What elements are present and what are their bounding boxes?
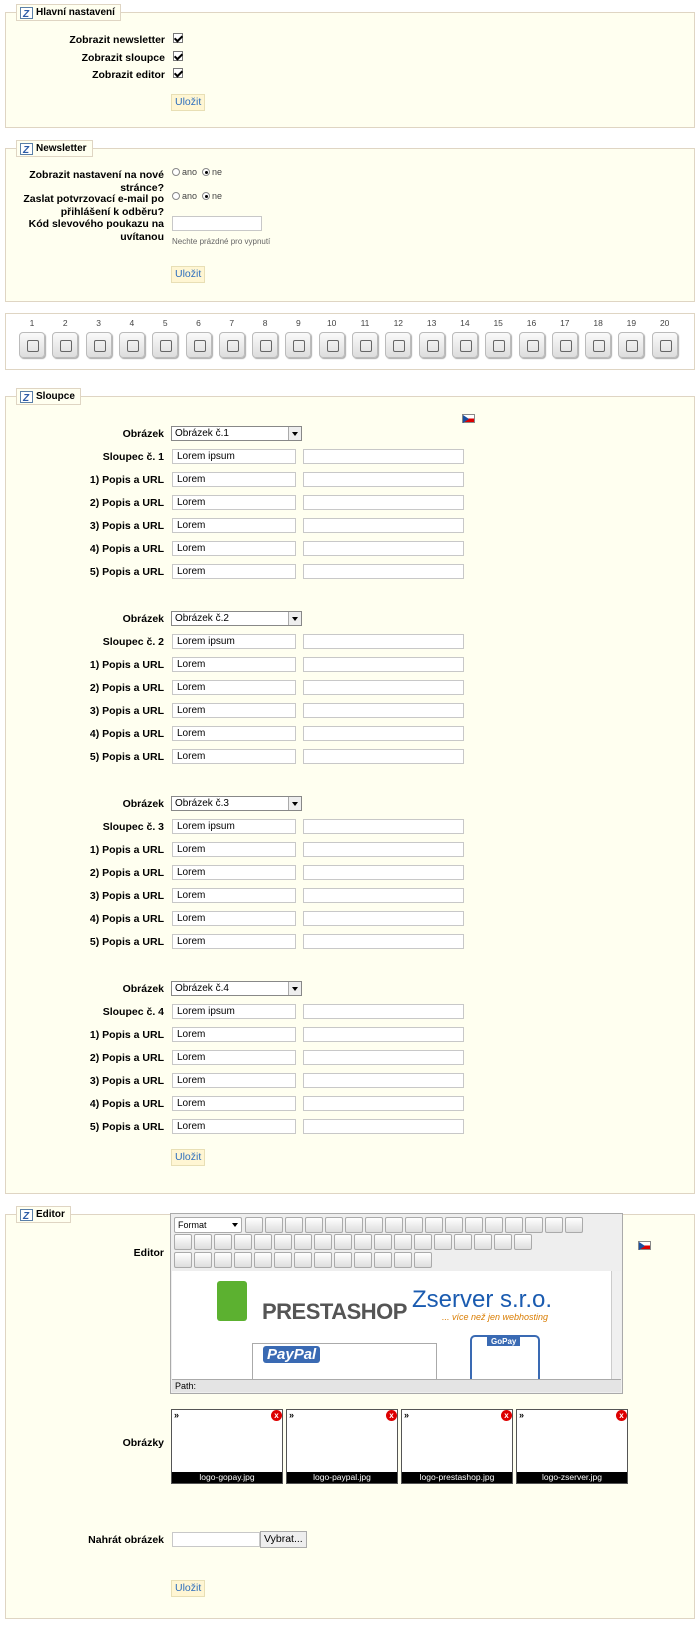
icon-option-1[interactable] — [18, 317, 46, 358]
label-line: stránce? — [120, 182, 164, 194]
voucher-code-label — [6, 218, 164, 244]
link-label: 2) Popis a URL — [89, 497, 164, 509]
icon-option-20-icon — [652, 332, 678, 358]
image-label: Obrázek — [122, 428, 164, 440]
radio-yes-label: ano — [182, 191, 198, 201]
eraser-icon[interactable] — [434, 1234, 452, 1250]
images-label: Obrázky — [122, 1437, 164, 1449]
editor-content[interactable] — [172, 1271, 613, 1380]
icon-option-17-icon — [552, 332, 578, 358]
insert-icon[interactable]: » — [289, 1410, 295, 1420]
image-filename: logo-zserver.jpg — [517, 1472, 627, 1483]
link-description-input[interactable]: Lorem — [172, 472, 296, 487]
icon-option-19[interactable] — [617, 317, 645, 358]
paste-word-icon[interactable] — [254, 1234, 272, 1250]
table-prop-icon[interactable] — [374, 1252, 392, 1268]
icon-number: 13 — [426, 318, 437, 328]
icon-option-18-icon — [585, 332, 611, 358]
icon-option-12-icon — [385, 332, 411, 358]
column-title-label: Sloupec č. 2 — [102, 636, 164, 648]
icon-number: 1 — [29, 318, 35, 328]
z-icon — [20, 143, 33, 155]
rowa-icon[interactable] — [274, 1252, 292, 1268]
link-url-input[interactable] — [303, 888, 464, 903]
icon-option-15-icon — [485, 332, 511, 358]
icon-option-10-icon — [319, 332, 345, 358]
special-char-icon[interactable] — [474, 1234, 492, 1250]
block-icon[interactable] — [194, 1252, 212, 1268]
icon-number: 17 — [560, 318, 570, 328]
indent-icon[interactable] — [214, 1252, 232, 1268]
icon-number: 11 — [360, 318, 370, 328]
link-label: 5) Popis a URL — [89, 566, 164, 578]
radio-no[interactable] — [202, 168, 210, 176]
link-label: 2) Popis a URL — [89, 1052, 164, 1064]
source-icon[interactable] — [514, 1234, 532, 1250]
rowb-icon[interactable] — [254, 1252, 272, 1268]
column-url-input[interactable] — [303, 819, 464, 834]
icon-number: 3 — [96, 318, 101, 328]
show-editor-checkbox[interactable] — [173, 68, 183, 78]
link-label: 5) Popis a URL — [89, 936, 164, 948]
cell-icon[interactable] — [294, 1252, 312, 1268]
del-icon[interactable] — [394, 1252, 412, 1268]
delete-icon[interactable]: x — [386, 1410, 397, 1421]
link-description-input[interactable]: Lorem — [172, 726, 296, 741]
zserver-logo-text: Zserver s.r.o. — [412, 1286, 553, 1313]
main-settings-save-button[interactable]: Uložit — [171, 94, 205, 111]
show-editor-label: Zobrazit editor — [92, 69, 165, 81]
icon-option-16[interactable] — [518, 317, 546, 358]
link-description-input[interactable]: Lorem — [172, 888, 296, 903]
underline-icon[interactable] — [285, 1217, 303, 1233]
insert-icon[interactable] — [414, 1252, 432, 1268]
insert-icon[interactable]: » — [519, 1410, 525, 1420]
icon-option-3[interactable] — [85, 317, 113, 358]
icon-number: 10 — [326, 318, 337, 328]
icon-selector-bar — [5, 313, 695, 370]
image-thumbnail[interactable] — [286, 1409, 398, 1484]
link-label: 3) Popis a URL — [89, 520, 164, 532]
link-description-input[interactable]: Lorem — [172, 1050, 296, 1065]
newsletter-show-label — [6, 169, 164, 195]
icon-number: 5 — [162, 318, 168, 328]
icon-number: 14 — [460, 318, 470, 328]
icon-option-13-icon — [419, 332, 445, 358]
link-description-input[interactable]: Lorem — [172, 865, 296, 880]
image-filename: logo-prestashop.jpg — [402, 1472, 512, 1483]
format-label: Format — [178, 1220, 207, 1230]
bold-icon[interactable] — [245, 1217, 263, 1233]
link-description-input[interactable]: Lorem — [172, 518, 296, 533]
paste-icon[interactable] — [214, 1234, 232, 1250]
newsletter-confirm-label — [6, 193, 164, 219]
link-description-input[interactable]: Lorem — [172, 657, 296, 672]
icon-option-2-icon — [52, 332, 78, 358]
outdent-icon[interactable] — [234, 1252, 252, 1268]
column-title-label: Sloupec č. 4 — [102, 1006, 164, 1018]
newsletter-panel — [5, 143, 695, 302]
icon-option-2[interactable] — [51, 317, 79, 358]
newsletter-legend — [16, 140, 93, 157]
z-icon — [20, 7, 33, 19]
link-description-input[interactable]: Lorem — [172, 1073, 296, 1088]
main-settings-legend — [16, 4, 121, 21]
image-select[interactable] — [171, 796, 302, 811]
icon-option-12[interactable] — [384, 317, 412, 358]
link-url-input[interactable] — [303, 541, 464, 556]
link-description-input[interactable]: Lorem — [172, 842, 296, 857]
copy-icon[interactable] — [194, 1234, 212, 1250]
paypal-logo-text: PayPal — [263, 1346, 320, 1363]
insert-icon[interactable]: » — [174, 1410, 180, 1420]
format-dropdown[interactable] — [174, 1217, 242, 1233]
icon-number: 7 — [229, 318, 235, 328]
image-label: Obrázek — [122, 983, 164, 995]
icon-option-8[interactable] — [251, 317, 279, 358]
main-settings-title: Hlavní nastavení — [36, 7, 115, 18]
link-description-input[interactable]: Lorem — [172, 703, 296, 718]
align-right-icon[interactable] — [405, 1217, 423, 1233]
columns-panel — [5, 391, 695, 1194]
link-label: 3) Popis a URL — [89, 1075, 164, 1087]
icon-option-3-icon — [86, 332, 112, 358]
main-settings-panel — [5, 7, 695, 128]
label-line: Kód slevového poukazu na — [28, 218, 164, 230]
newsletter-title: Newsletter — [36, 143, 87, 154]
icon-option-14[interactable] — [451, 317, 479, 358]
icon-option-8-icon — [252, 332, 278, 358]
link-url-input[interactable] — [303, 842, 464, 857]
chevron-down-icon — [288, 982, 301, 995]
editor-title: Editor — [36, 1209, 65, 1220]
icon-option-16-icon — [519, 332, 545, 358]
superscript-icon[interactable] — [465, 1217, 483, 1233]
link-description-input[interactable]: Lorem — [172, 680, 296, 695]
split-icon[interactable] — [334, 1252, 352, 1268]
column-url-input[interactable] — [303, 634, 464, 649]
radio-yes[interactable] — [172, 168, 180, 176]
editor-label: Editor — [133, 1247, 164, 1259]
z-icon — [20, 391, 33, 403]
link-description-input[interactable]: Lorem — [172, 911, 296, 926]
icon-option-9[interactable] — [284, 317, 312, 358]
link-url-input[interactable] — [303, 495, 464, 510]
icon-option-6-icon — [186, 332, 212, 358]
brush-icon[interactable] — [334, 1234, 352, 1250]
zserver-logo-sub: ... více než jen webhosting — [442, 1312, 549, 1322]
icon-option-11[interactable] — [351, 317, 379, 358]
link-url-input[interactable] — [303, 1027, 464, 1042]
icon-number: 4 — [129, 318, 135, 328]
link-url-input[interactable] — [303, 1096, 464, 1111]
columns-legend — [16, 388, 81, 405]
align-center-icon[interactable] — [385, 1217, 403, 1233]
image-thumbnail[interactable] — [516, 1409, 628, 1484]
clean-icon[interactable] — [354, 1234, 372, 1250]
insert-icon[interactable]: » — [404, 1410, 410, 1420]
link-url-input[interactable] — [303, 749, 464, 764]
image-select[interactable] — [171, 426, 302, 441]
link-label: 5) Popis a URL — [89, 1121, 164, 1133]
image-select[interactable] — [171, 981, 302, 996]
label-line: Zaslat potvrzovací e-mail po — [23, 193, 164, 205]
strike-icon[interactable] — [305, 1217, 323, 1233]
link-url-input[interactable] — [303, 518, 464, 533]
icon-number: 9 — [296, 318, 301, 328]
radio-yes[interactable] — [172, 192, 180, 200]
editor-scrollbar[interactable] — [611, 1271, 621, 1380]
icon-option-4-icon — [119, 332, 145, 358]
column-url-input[interactable] — [303, 449, 464, 464]
number-list-icon[interactable] — [294, 1234, 312, 1250]
props-icon[interactable] — [354, 1252, 372, 1268]
link-description-input[interactable]: Lorem — [172, 1096, 296, 1111]
chevron-down-icon — [288, 427, 301, 440]
link-label: 3) Popis a URL — [89, 705, 164, 717]
font-color-icon[interactable] — [325, 1217, 343, 1233]
icon-option-14-icon — [452, 332, 478, 358]
icon-option-13[interactable] — [418, 317, 446, 358]
link-url-input[interactable] — [303, 680, 464, 695]
voucher-code-input[interactable] — [172, 216, 262, 231]
show-columns-checkbox[interactable] — [173, 51, 183, 61]
show-newsletter-label: Zobrazit newsletter — [69, 34, 165, 46]
link-url-input[interactable] — [303, 703, 464, 718]
icon-number: 15 — [493, 318, 503, 328]
icon-option-17[interactable] — [551, 317, 579, 358]
link-label: 5) Popis a URL — [89, 751, 164, 763]
label-line: Zobrazit nastavení na nové — [29, 169, 164, 181]
anchor-icon[interactable] — [545, 1217, 563, 1233]
link-url-input[interactable] — [303, 726, 464, 741]
image-select-value: Obrázek č.1 — [175, 428, 229, 439]
columns-title: Sloupce — [36, 391, 75, 402]
icon-number: 2 — [62, 318, 68, 328]
link-label: 4) Popis a URL — [89, 728, 164, 740]
icon-option-5[interactable] — [151, 317, 179, 358]
image-thumbnail[interactable] — [171, 1409, 283, 1484]
delete-icon[interactable]: x — [616, 1410, 627, 1421]
icon-option-7-icon — [219, 332, 245, 358]
italic-icon[interactable] — [265, 1217, 283, 1233]
link-description-input[interactable]: Lorem — [172, 934, 296, 949]
template-icon[interactable] — [494, 1234, 512, 1250]
icon-option-18[interactable] — [584, 317, 612, 358]
delete-icon[interactable]: x — [501, 1410, 512, 1421]
link-description-input[interactable]: Lorem — [172, 564, 296, 579]
link-url-input[interactable] — [303, 564, 464, 579]
bullet-list-icon[interactable] — [274, 1234, 292, 1250]
redo-icon[interactable] — [505, 1217, 523, 1233]
upload-file-input[interactable] — [172, 1532, 260, 1547]
link-icon[interactable] — [374, 1234, 392, 1250]
newsletter-confirm-radios — [172, 191, 222, 201]
radio-yes-label: ano — [182, 167, 198, 177]
table-icon[interactable] — [454, 1234, 472, 1250]
icon-option-5-icon — [152, 332, 178, 358]
link-label: 1) Popis a URL — [89, 659, 164, 671]
link-description-input[interactable]: Lorem — [172, 541, 296, 556]
icon-number: 8 — [262, 318, 268, 328]
link-label: 1) Popis a URL — [89, 844, 164, 856]
paste-text-icon[interactable] — [234, 1234, 252, 1250]
rich-text-editor[interactable] — [170, 1213, 623, 1394]
image-icon[interactable] — [314, 1234, 332, 1250]
link-description-input[interactable]: Lorem — [172, 1027, 296, 1042]
link-description-input[interactable]: Lorem — [172, 1119, 296, 1134]
link-url-input[interactable] — [303, 472, 464, 487]
link-label: 1) Popis a URL — [89, 474, 164, 486]
align-left-icon[interactable] — [365, 1217, 383, 1233]
czech-flag-icon[interactable] — [462, 414, 475, 423]
icon-option-4[interactable] — [118, 317, 146, 358]
link-url-input[interactable] — [303, 657, 464, 672]
image-label: Obrázek — [122, 613, 164, 625]
editor-path-bar: Path: — [172, 1379, 621, 1392]
chevron-down-icon — [288, 797, 301, 810]
image-filename: logo-paypal.jpg — [287, 1472, 397, 1483]
paypal-logo — [252, 1343, 437, 1380]
icon-number: 12 — [393, 318, 404, 328]
show-columns-label: Zobrazit sloupce — [81, 52, 165, 64]
chevron-down-icon — [232, 1223, 238, 1230]
icon-option-11-icon — [352, 332, 378, 358]
gopay-logo-text: GoPay — [487, 1337, 520, 1346]
show-newsletter-checkbox[interactable] — [173, 33, 183, 43]
cut-icon[interactable] — [174, 1234, 192, 1250]
radio-no-label: ne — [212, 191, 223, 201]
label-line: přihlášení k odběru? — [60, 206, 164, 218]
column-title-input[interactable]: Lorem ipsum — [172, 634, 296, 649]
czech-flag-icon[interactable] — [638, 1241, 651, 1250]
column-title-label: Sloupec č. 1 — [102, 451, 164, 463]
upload-image-label: Nahrát obrázek — [88, 1534, 164, 1546]
label-line: uvítanou — [120, 231, 164, 243]
link-label: 4) Popis a URL — [89, 1098, 164, 1110]
icon-option-20[interactable] — [651, 317, 679, 358]
link-label: 1) Popis a URL — [89, 1029, 164, 1041]
link-url-input[interactable] — [303, 1073, 464, 1088]
icon-number: 18 — [593, 318, 603, 328]
prestashop-logo-text: PRESTASHOP — [262, 1299, 407, 1324]
link-url-input[interactable] — [303, 934, 464, 949]
embed-icon[interactable] — [565, 1217, 583, 1233]
link-url-input[interactable] — [303, 911, 464, 926]
editor-legend — [16, 1206, 71, 1223]
justify-icon[interactable] — [425, 1217, 443, 1233]
icon-option-10[interactable] — [318, 317, 346, 358]
link-description-input[interactable]: Lorem — [172, 495, 296, 510]
column-title-input[interactable]: Lorem ipsum — [172, 1004, 296, 1019]
radio-no-label: ne — [212, 167, 223, 177]
image-label: Obrázek — [122, 798, 164, 810]
delete-icon[interactable]: x — [271, 1410, 282, 1421]
newsletter-save-button[interactable]: Uložit — [171, 266, 205, 283]
undo-icon[interactable] — [485, 1217, 503, 1233]
browse-button[interactable]: Vybrat... — [260, 1531, 307, 1548]
icon-option-1-icon — [19, 332, 45, 358]
icon-number: 6 — [196, 318, 201, 328]
column-title-label: Sloupec č. 3 — [102, 821, 164, 833]
column-url-input[interactable] — [303, 1004, 464, 1019]
image-thumbnail[interactable] — [401, 1409, 513, 1484]
image-filename: logo-gopay.jpg — [172, 1472, 282, 1483]
radio-no[interactable] — [202, 192, 210, 200]
link-label: 2) Popis a URL — [89, 682, 164, 694]
unlink-icon[interactable] — [394, 1234, 412, 1250]
bg-color-icon[interactable] — [345, 1217, 363, 1233]
link-description-input[interactable]: Lorem — [172, 749, 296, 764]
chevron-down-icon — [288, 612, 301, 625]
link-label: 3) Popis a URL — [89, 890, 164, 902]
subscript-icon[interactable] — [445, 1217, 463, 1233]
icon-option-15[interactable] — [484, 317, 512, 358]
image-select-value: Obrázek č.3 — [175, 798, 229, 809]
image-select[interactable] — [171, 611, 302, 626]
image-select-value: Obrázek č.4 — [175, 983, 229, 994]
icon-number: 19 — [626, 318, 637, 328]
link-url-input[interactable] — [303, 1050, 464, 1065]
link-url-input[interactable] — [303, 1119, 464, 1134]
columns-save-button[interactable]: Uložit — [171, 1149, 205, 1166]
editor-save-button[interactable]: Uložit — [171, 1580, 205, 1597]
column-title-input[interactable]: Lorem ipsum — [172, 819, 296, 834]
icon-number: 16 — [526, 318, 537, 328]
image-select-value: Obrázek č.2 — [175, 613, 229, 624]
gopay-logo — [470, 1335, 540, 1380]
link-url-input[interactable] — [303, 865, 464, 880]
icon-option-7[interactable] — [218, 317, 246, 358]
prestashop-logo — [217, 1281, 247, 1321]
newsletter-show-radios — [172, 167, 222, 177]
link-label: 4) Popis a URL — [89, 913, 164, 925]
merge-icon[interactable] — [314, 1252, 332, 1268]
preview-icon[interactable] — [174, 1252, 192, 1268]
voucher-hint: Nechte prázdné pro vypnutí — [172, 237, 271, 246]
link-label: 2) Popis a URL — [89, 867, 164, 879]
hr-icon[interactable] — [525, 1217, 543, 1233]
link-label: 4) Popis a URL — [89, 543, 164, 555]
z-icon — [20, 1209, 33, 1221]
icon-option-9-icon — [285, 332, 311, 358]
hr-line-icon[interactable] — [414, 1234, 432, 1250]
icon-option-6[interactable] — [185, 317, 213, 358]
icon-number: 20 — [659, 318, 670, 328]
column-title-input[interactable]: Lorem ipsum — [172, 449, 296, 464]
icon-option-19-icon — [618, 332, 644, 358]
